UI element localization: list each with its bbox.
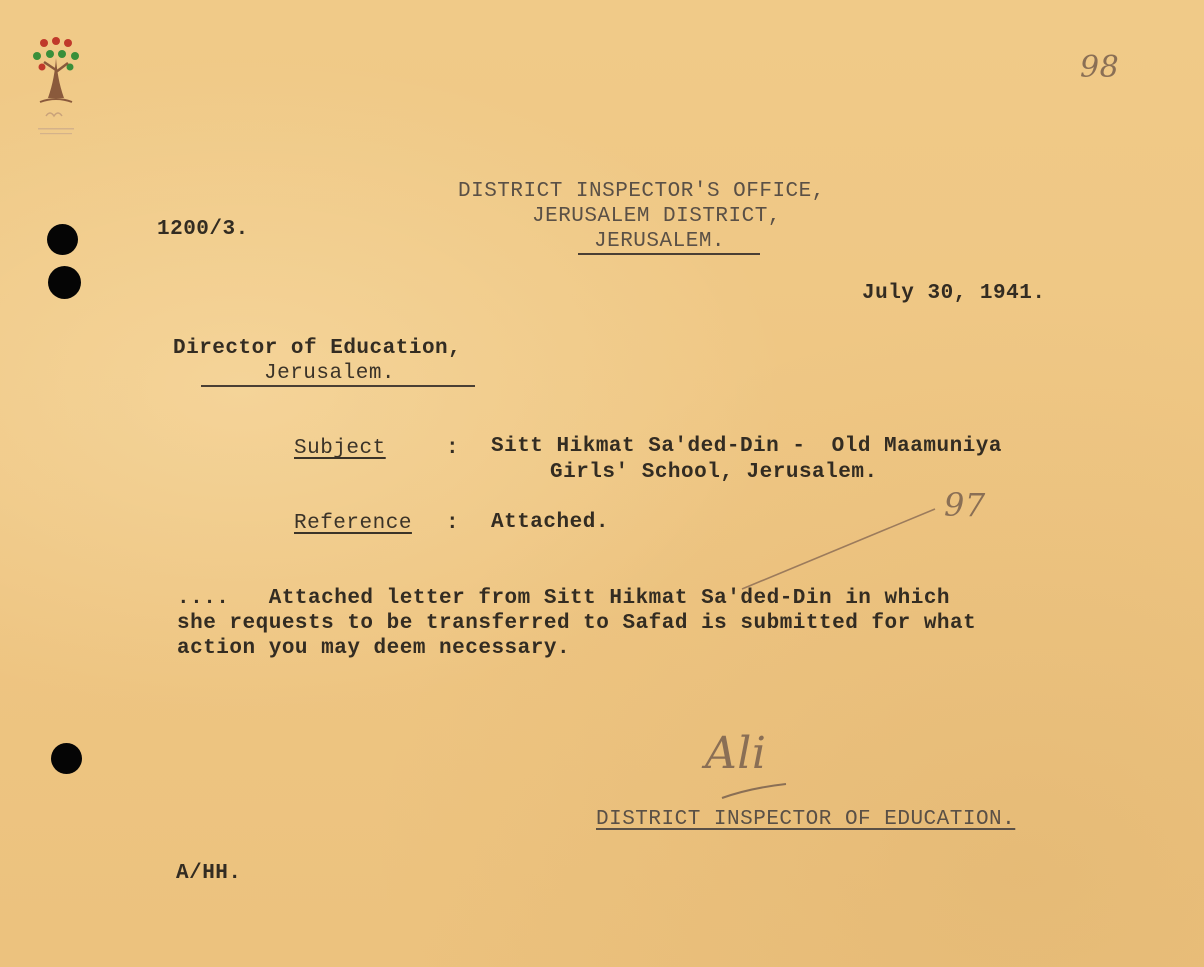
page-number: 98 [1080, 50, 1120, 85]
subject-label: Subject [294, 437, 386, 460]
addressee-line-2: Jerusalem. [264, 362, 396, 385]
addressee-underline [201, 385, 475, 387]
body-line-3: action you may deem necessary. [177, 637, 571, 660]
punch-hole [47, 224, 78, 255]
tree-logo-icon [28, 36, 84, 146]
header-line-3: JERUSALEM. [594, 230, 726, 253]
letter-date: July 30, 1941. [862, 282, 1046, 305]
subject-line-1: Sitt Hikmat Sa'ded-Din - Old Maamuniya [491, 435, 1002, 458]
body-line-2: she requests to be transferred to Safad is submitted for what [177, 612, 977, 635]
reference-label: Reference [294, 512, 412, 535]
reference-value: Attached. [491, 511, 609, 534]
addressee-line-1: Director of Education, [173, 337, 462, 360]
header-line-1: DISTRICT INSPECTOR'S OFFICE, [458, 180, 825, 203]
body-line-1: .... Attached letter from Sitt Hikmat Sa'ded-Din in which [177, 587, 951, 610]
reference-number: 1200/3. [157, 218, 249, 241]
header-line-2: JERUSALEM DISTRICT, [532, 205, 781, 228]
subject-separator: : [446, 437, 460, 460]
annotation-stroke [740, 505, 940, 595]
subject-line-2: Girls' School, Jerusalem. [550, 461, 878, 484]
reference-separator: : [446, 512, 460, 535]
signature-title: DISTRICT INSPECTOR OF EDUCATION. [596, 808, 1016, 831]
signature-underline [720, 782, 790, 802]
reference-annotation: 97 [944, 486, 986, 524]
punch-hole [48, 266, 81, 299]
signature-mark: Ali [705, 728, 767, 779]
typist-initials: A/HH. [176, 862, 242, 885]
header-underline [578, 253, 760, 255]
punch-hole [51, 743, 82, 774]
